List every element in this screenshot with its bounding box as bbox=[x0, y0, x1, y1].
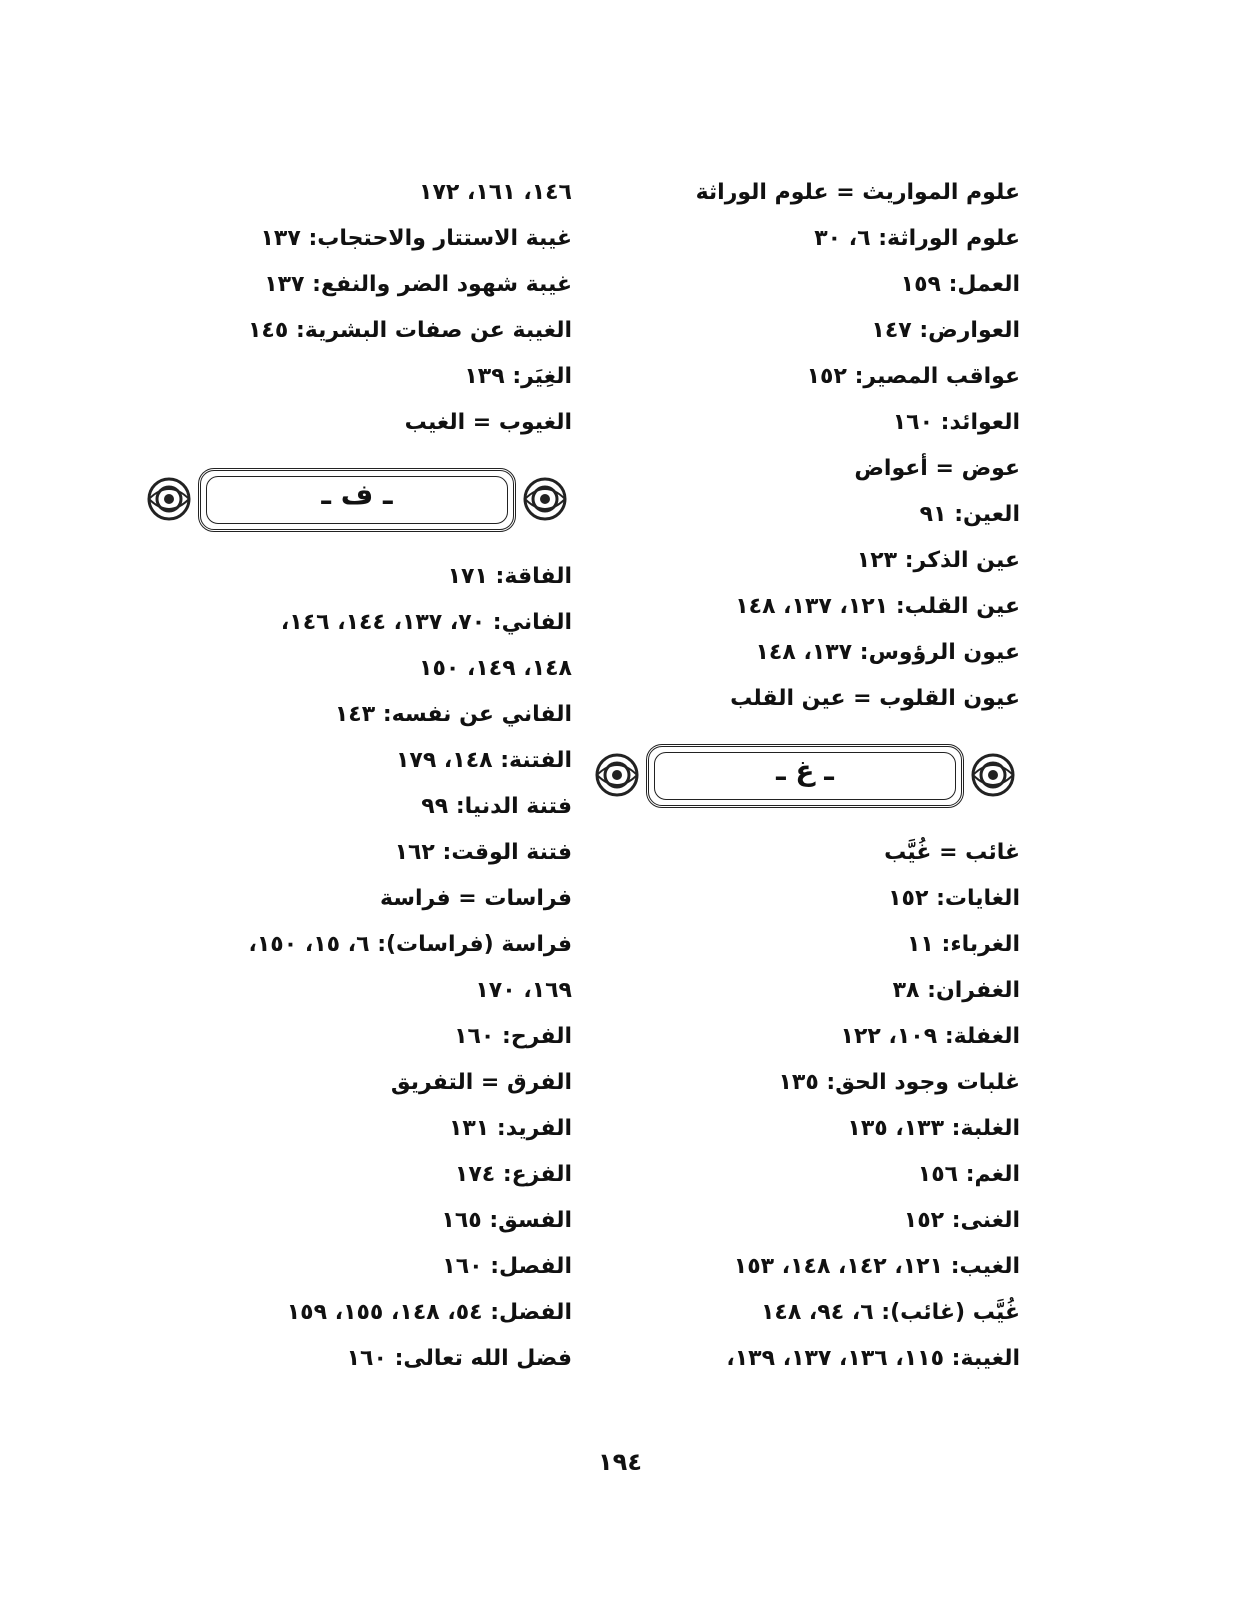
index-entry: علوم الوراثة: ٦، ٣٠ bbox=[814, 226, 1020, 251]
index-entry: غُيَّب (غائب): ٦، ٩٤، ١٤٨ bbox=[760, 1300, 1020, 1325]
section-header-ghain bbox=[590, 736, 1020, 816]
ornament-icon bbox=[520, 474, 570, 524]
index-entry: الغِيَر: ١٣٩ bbox=[464, 364, 572, 389]
section-header-fa bbox=[142, 460, 572, 540]
index-entry: الفاني: ٧٠، ١٣٧، ١٤٤، ١٤٦، bbox=[280, 610, 572, 635]
index-entry: ١٤٨، ١٤٩، ١٥٠ bbox=[419, 656, 572, 681]
index-entry: العوائد: ١٦٠ bbox=[892, 410, 1020, 435]
index-entry: الفزع: ١٧٤ bbox=[454, 1162, 572, 1187]
index-entry: عيون الرؤوس: ١٣٧، ١٤٨ bbox=[755, 640, 1020, 665]
index-entry: فتنة الدنيا: ٩٩ bbox=[421, 794, 572, 819]
index-entry: الفرح: ١٦٠ bbox=[454, 1024, 572, 1049]
index-entry: فتنة الوقت: ١٦٢ bbox=[394, 840, 572, 865]
index-entry: فضل الله تعالى: ١٦٠ bbox=[346, 1346, 572, 1371]
index-entry: الغيبة: ١١٥، ١٣٦، ١٣٧، ١٣٩، bbox=[726, 1346, 1020, 1371]
index-entry: الفضل: ٥٤، ١٤٨، ١٥٥، ١٥٩ bbox=[286, 1300, 572, 1325]
index-entry: غيبة شهود الضر والنفع: ١٣٧ bbox=[264, 272, 572, 297]
section-letter: ـ غ ـ bbox=[776, 754, 834, 787]
index-entry: عين القلب: ١٢١، ١٣٧، ١٤٨ bbox=[735, 594, 1020, 619]
index-entry: الغلبة: ١٣٣، ١٣٥ bbox=[847, 1116, 1020, 1141]
index-entry: الغايات: ١٥٢ bbox=[888, 886, 1020, 911]
index-entry: الفرق = التفريق bbox=[390, 1070, 572, 1095]
section-letter: ـ ف ـ bbox=[321, 478, 393, 511]
index-entry: غائب = غُيَّب bbox=[884, 840, 1020, 865]
index-entry: الغفلة: ١٠٩، ١٢٢ bbox=[840, 1024, 1020, 1049]
page-number: ١٩٤ bbox=[598, 1448, 642, 1476]
index-entry: عين الذكر: ١٢٣ bbox=[856, 548, 1020, 573]
index-entry: الغيب: ١٢١، ١٤٢، ١٤٨، ١٥٣ bbox=[733, 1254, 1020, 1279]
index-entry: عوض = أعواض bbox=[854, 456, 1020, 481]
index-entry: الغنى: ١٥٢ bbox=[903, 1208, 1020, 1233]
index-entry: غيبة الاستتار والاحتجاب: ١٣٧ bbox=[260, 226, 572, 251]
index-entry: الغيوب = الغيب bbox=[404, 410, 572, 435]
index-entry: الفاني عن نفسه: ١٤٣ bbox=[334, 702, 572, 727]
index-entry: العوارض: ١٤٧ bbox=[871, 318, 1020, 343]
index-entry: ١٤٦، ١٦١، ١٧٢ bbox=[419, 180, 572, 205]
index-column-right bbox=[590, 170, 1020, 1382]
index-entry: فراسة (فراسات): ٦، ١٥، ١٥٠، bbox=[248, 932, 572, 957]
index-column-left bbox=[142, 170, 572, 1382]
index-entry: عيون القلوب = عين القلب bbox=[730, 686, 1020, 711]
index-entry: الفصل: ١٦٠ bbox=[442, 1254, 572, 1279]
index-entry: عواقب المصير: ١٥٢ bbox=[806, 364, 1020, 389]
index-entry: غلبات وجود الحق: ١٣٥ bbox=[778, 1070, 1020, 1095]
index-entry: الغرباء: ١١ bbox=[907, 932, 1020, 957]
ornament-icon bbox=[968, 750, 1018, 800]
index-entry: علوم المواريث = علوم الوراثة bbox=[695, 180, 1020, 205]
index-entry: الغيبة عن صفات البشرية: ١٤٥ bbox=[248, 318, 572, 343]
index-entry: فراسات = فراسة bbox=[380, 886, 572, 911]
index-entry: العمل: ١٥٩ bbox=[900, 272, 1020, 297]
index-entry: العين: ٩١ bbox=[919, 502, 1020, 527]
index-entry: الغفران: ٣٨ bbox=[892, 978, 1020, 1003]
index-entry: الفاقة: ١٧١ bbox=[447, 564, 572, 589]
index-entry: الفريد: ١٣١ bbox=[448, 1116, 572, 1141]
index-entry: ١٦٩، ١٧٠ bbox=[475, 978, 572, 1003]
index-entry: الفسق: ١٦٥ bbox=[441, 1208, 572, 1233]
index-entry: الغم: ١٥٦ bbox=[917, 1162, 1020, 1187]
index-entry: الفتنة: ١٤٨، ١٧٩ bbox=[395, 748, 572, 773]
